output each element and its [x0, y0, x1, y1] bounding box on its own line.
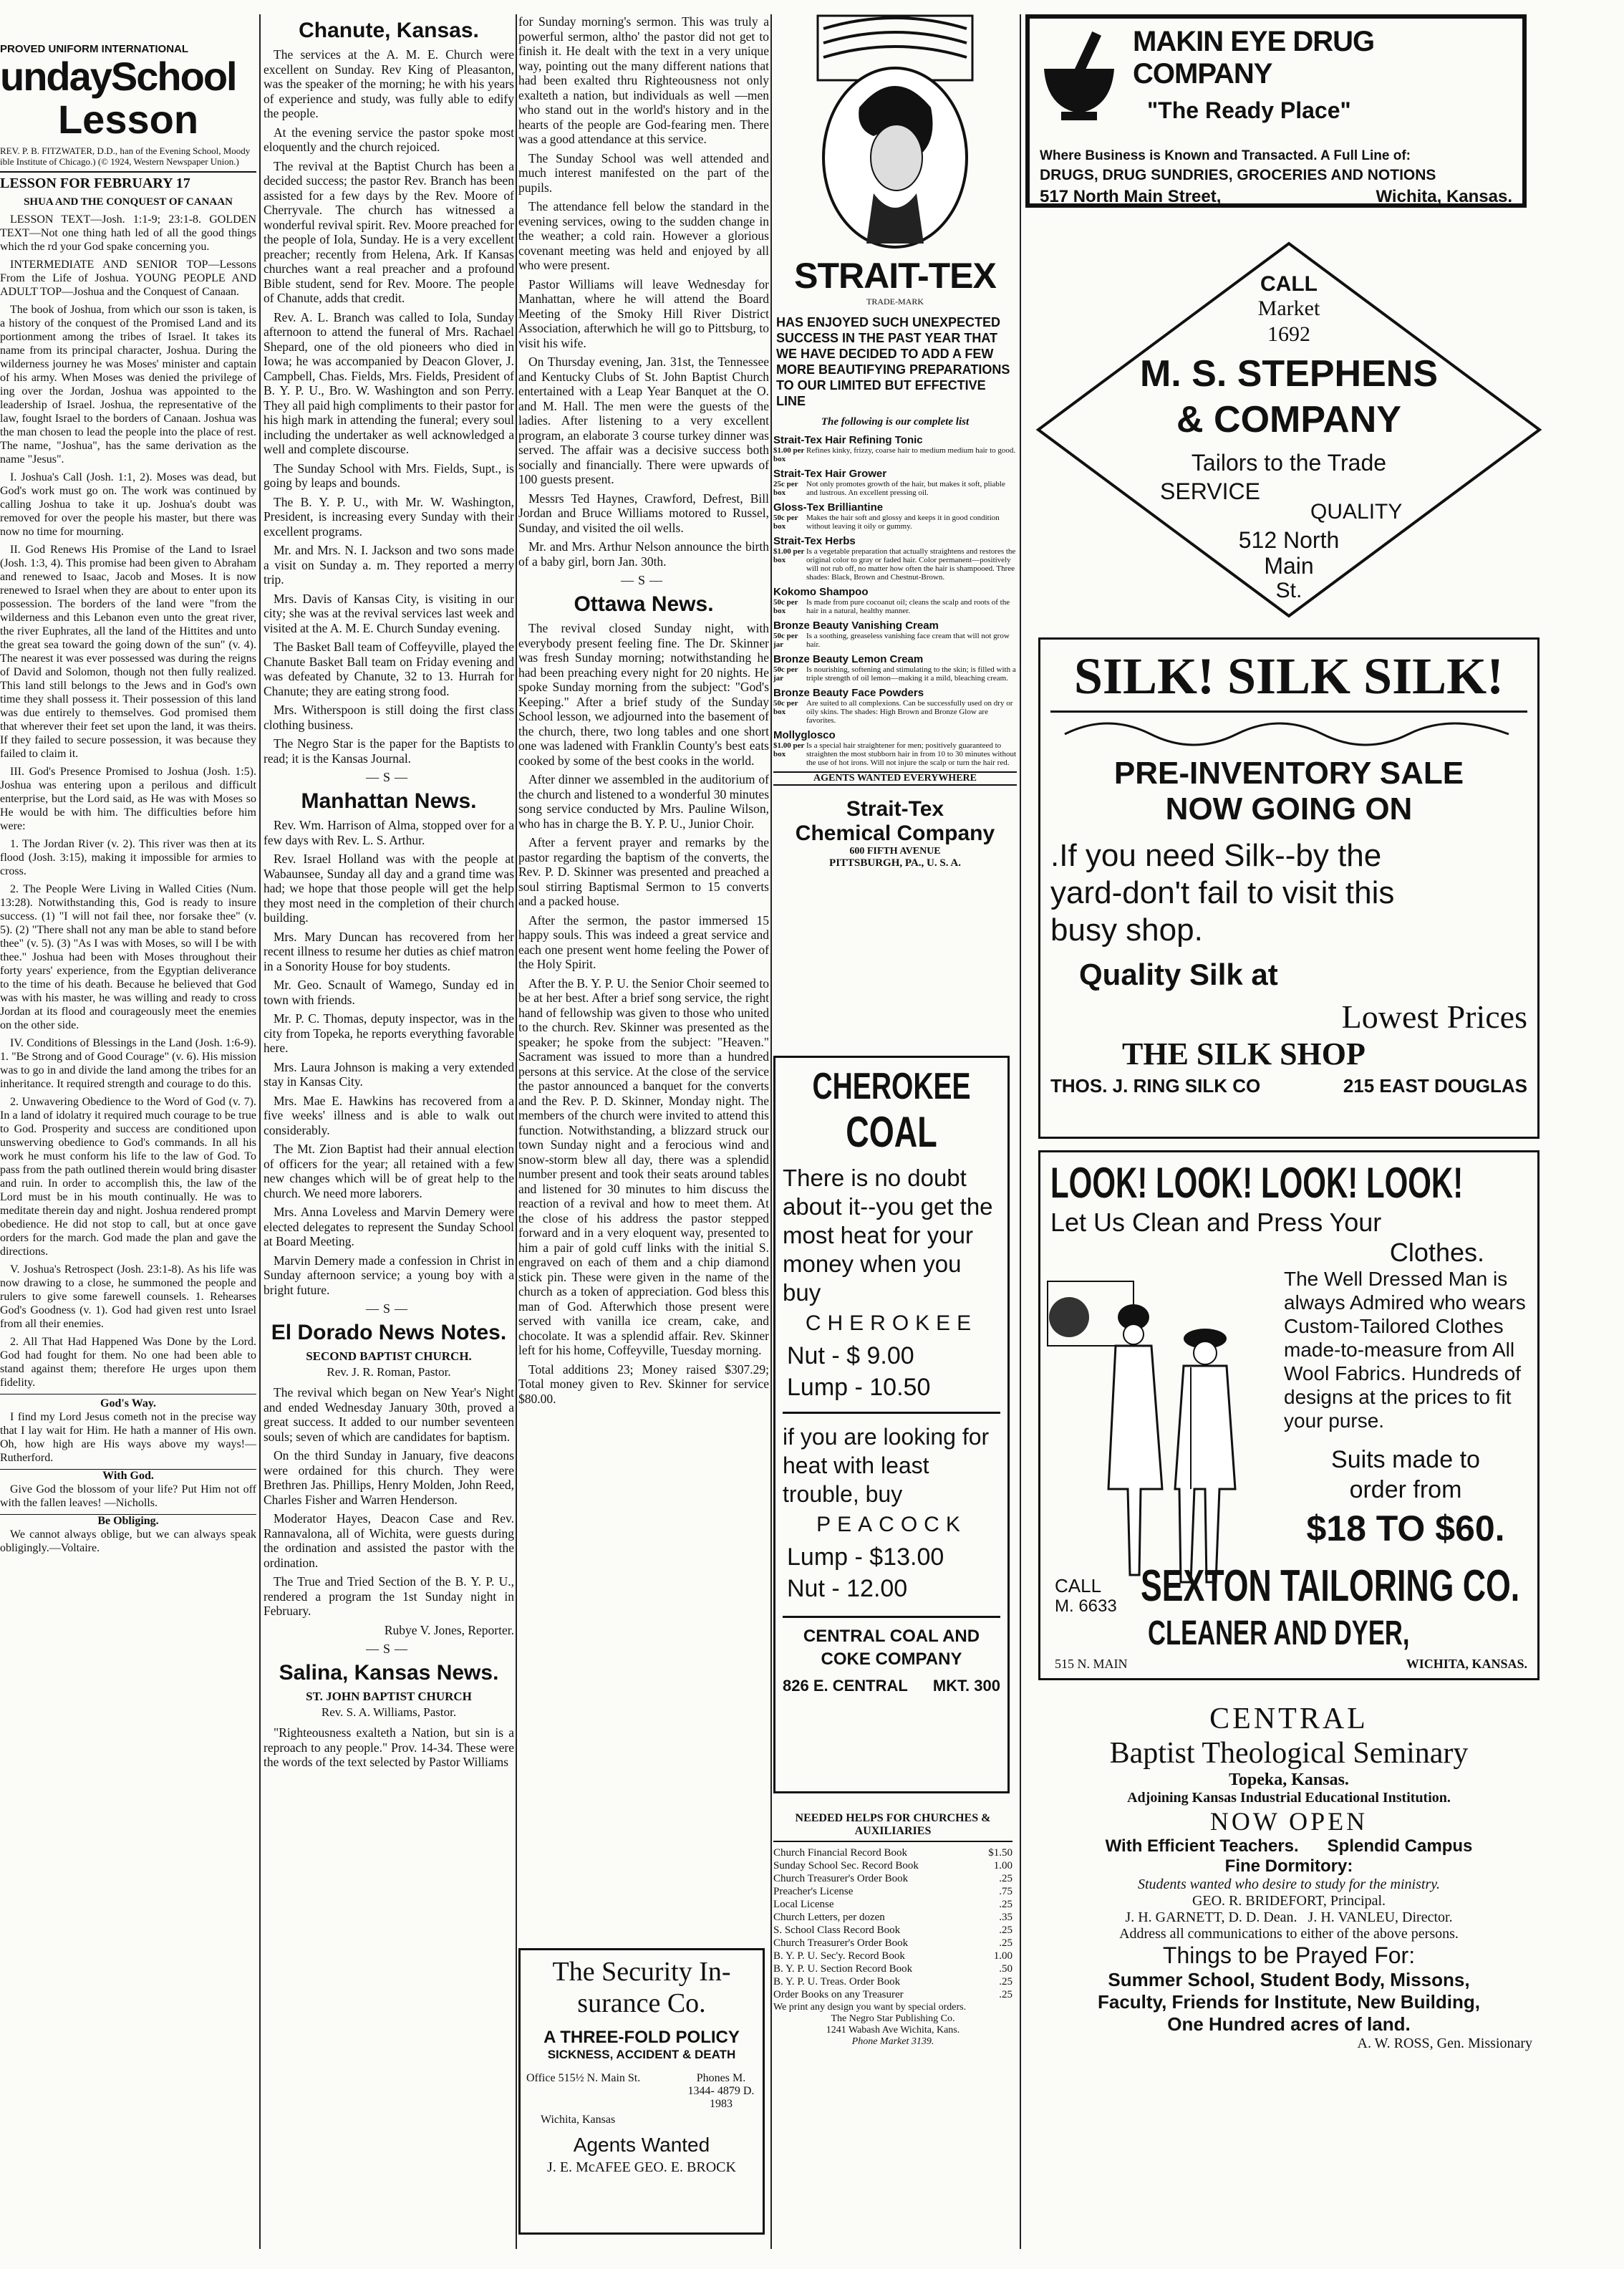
product-name: Bronze Beauty Lemon Cream: [773, 653, 924, 665]
stephens-tailors-ad: [1024, 229, 1554, 630]
product-detail: [773, 665, 1017, 683]
news-paragraph: Messrs Ted Haynes, Crawford, Defrest, Bill Jordan and Bruce Williams motored to Russel, Sunday, and visited the oil wells.: [518, 491, 769, 535]
product-detail: [773, 480, 1017, 497]
list-item: [773, 1988, 1012, 2001]
product-detail: [773, 632, 1017, 649]
security-policy: A THREE-FOLD POLICY: [543, 2028, 740, 2047]
list-item: [773, 1911, 1012, 1924]
salina-headline: Salina, Kansas News.: [279, 1661, 499, 1685]
sexton-tailoring-ad: [1038, 1150, 1540, 1680]
quote-title: God's Way.: [100, 1397, 156, 1410]
cherokee-title-2: COAL: [846, 1108, 937, 1156]
sexton-sub-2: Clothes.: [1389, 1238, 1484, 1267]
stephens-number: 1692: [1267, 322, 1310, 346]
strait-tex-list-head: The following is our complete list: [821, 416, 970, 428]
product-price: $1.00 per box: [773, 741, 805, 758]
silk-footer-row: [1050, 1075, 1527, 1097]
product-price: 50c per box: [773, 699, 798, 716]
quote-text: Give God the blossom of your life? Put Him not off with the fallen leaves! —Nicholls.: [0, 1483, 256, 1509]
lesson-subject: SHUA AND THE CONQUEST OF CANAAN: [24, 196, 233, 208]
product-detail: [773, 598, 1017, 615]
product-price: 25c per box: [773, 480, 798, 497]
lesson-body: [0, 213, 256, 1389]
well-dressed-couple-illustration: [1048, 1274, 1284, 1589]
sexton-address: 515 N. MAIN: [1055, 1657, 1128, 1671]
lesson-byline: REV. P. B. FITZWATER, D.D., han of the Evening School, Moody ible Institute of Chicago.) (© 1924, Western Newspaper Union.): [0, 145, 251, 167]
seminary-teachers: With Efficient Teachers. Splendid Campus: [1105, 1836, 1473, 1856]
news-paragraph: Mrs. Witherspoon is still doing the first class clothing business.: [264, 703, 514, 732]
strait-tex-trademark: TRADE-MARK: [866, 297, 924, 307]
product-detail: [773, 741, 1017, 767]
silk-quality: Quality Silk at: [1079, 958, 1278, 991]
news-paragraph: At the evening service the pastor spoke most eloquently and the church rejoiced.: [264, 125, 514, 154]
seminary-students: Students wanted who desire to study for the ministry.: [1137, 1877, 1441, 1892]
eldorado-headline: El Dorado News Notes.: [271, 1321, 507, 1344]
woman-portrait-illustration: [816, 14, 974, 251]
eldorado-pastor: Rev. J. R. Roman, Pastor.: [327, 1365, 451, 1379]
item-name: B. Y. P. U. Treas. Order Book: [773, 1976, 901, 1988]
ottawa-headline: Ottawa News.: [574, 592, 714, 616]
sexton-title: LOOK! LOOK! LOOK! LOOK!: [1050, 1159, 1464, 1207]
seminary-principal: GEO. R. BRIDEFORT, Principal.: [1192, 1893, 1386, 1909]
cherokee-pitch: There is no doubt about it--you get the most heat for your money when you buy: [783, 1165, 993, 1306]
security-name-2: surance Co.: [577, 1988, 706, 2018]
strait-tex-company-1: Strait-Tex: [846, 797, 944, 821]
silk-sale-2: NOW GOING ON: [1165, 791, 1413, 827]
item-price: .25: [999, 1937, 1012, 1949]
needed-helps-address: 1241 Wabash Ave Wichita, Kans.: [826, 2025, 960, 2036]
item-name: S. School Class Record Book: [773, 1924, 901, 1936]
item-price: .25: [999, 1899, 1012, 1910]
stephens-service: SERVICE: [1160, 478, 1260, 504]
item-price: .75: [999, 1886, 1012, 1897]
product-desc: Is nourishing, softening and stimulating to the skin; is filled with a triple strength of oil lemon—making it a mild, bleaching cream.: [806, 665, 1016, 683]
item-name: Church Letters, per dozen: [773, 1912, 885, 1923]
lesson-paragraph: 2. The People Were Living in Walled Cities (Num. 13:28). Notwithstanding this, God is ready to insure success. (1) "I will not fail thee, nor forsake thee" (v. 5). (2) "There shall not any man be able to stand before thee" (v. 5). (3) "As I was with Moses, so will I be with thee." Joshua had been with Moses throughout their forty years' experience, from the Egyptian deliverance to the time of his death. Because he believed that God was with his master, he was willing and ready to cross Jordan at its flood and courageously meet the enemies on the other side.: [0, 883, 256, 1031]
makin-line-2: DRUGS, DRUG SUNDRIES, GROCERIES AND NOTIONS: [1040, 167, 1436, 183]
product-name: Mollyglosco: [773, 729, 836, 741]
seminary-title-1: CENTRAL: [1209, 1702, 1368, 1735]
makin-address-row: [1040, 187, 1512, 207]
news-paragraph: On Thursday evening, Jan. 31st, the Tennessee and Kentucky Clubs of St. John Baptist Church entertained with a Leap Year Banquet at the O. and M. Hall. The men were the guests of the ladies. After listening to a very excellent program, an elaborate 3 course turkey dinner was served. The affair was a decisive success both socially and financially. There were upwards of 100 guests present.: [518, 355, 769, 486]
item-price: .25: [999, 1976, 1012, 1988]
eldorado-church: SECOND BAPTIST CHURCH.: [306, 1349, 472, 1363]
stephens-address-3: St.: [1275, 579, 1302, 602]
silk-body-2: yard-don't fail to visit this: [1050, 875, 1395, 910]
chanute-headline: Chanute, Kansas.: [299, 19, 479, 42]
lesson-paragraph: 1. The Jordan River (v. 2). This river was then at its flood (Josh. 3:15), making it impossible for armies to cross.: [0, 838, 256, 877]
item-price: 1.00: [993, 1860, 1012, 1871]
sexton-city: WICHITA, KANSAS.: [1406, 1657, 1527, 1671]
quote-text: We cannot always oblige, but we can always speak obligingly.—Voltaire.: [0, 1528, 256, 1554]
item-name: Church Treasurer's Order Book: [773, 1873, 909, 1884]
sexton-sub-1: Let Us Clean and Press Your: [1050, 1208, 1382, 1237]
security-office-row: [526, 2072, 757, 2111]
cherokee-contact-row: [783, 1677, 1000, 1695]
item-name: B. Y. P. U. Sec'y. Record Book: [773, 1950, 905, 1962]
stephens-tailors: Tailors to the Trade: [1191, 450, 1387, 476]
strait-tex-address: 600 FIFTH AVENUE: [849, 846, 941, 857]
column-rule: [516, 14, 517, 2249]
item-name: Local License: [773, 1899, 834, 1910]
strait-tex-company-2: Chemical Company: [795, 822, 995, 845]
strait-tex-city: PITTSBURGH, PA., U. S. A.: [829, 857, 961, 869]
news-paragraph: The Mt. Zion Baptist had their annual election of officers for the year; all retained with a few new changes which will be of great help to the church. We need more laborers.: [264, 1142, 514, 1200]
product-name: Strait-Tex Hair Refining Tonic: [773, 434, 923, 446]
product-name: Bronze Beauty Vanishing Cream: [773, 620, 939, 632]
ads-column-5: [1024, 14, 1611, 2052]
lesson-paragraph: IV. Conditions of Blessings in the Land (Josh. 1:6-9). 1. "Be Strong and of Good Courage" (v. 6). His mission was to go in and divide the land among the tribes for an inheritance. It required strength and courage to do this.: [0, 1037, 256, 1090]
peacock-brand: PEACOCK: [816, 1513, 967, 1536]
product-detail: [773, 699, 1017, 725]
ads-column-4: [773, 14, 1017, 2048]
cherokee-lump-price: Lump - 10.50: [787, 1374, 931, 1401]
news-paragraph: The attendance fell below the standard in the evening services, owing to the sudden change in the weather; a cold rain. However a glorious covenant meeting was held and enjoyed by all who were present.: [518, 199, 769, 272]
seminary-pray: Things to be Prayed For:: [1162, 1942, 1416, 1968]
section-divider: —S—: [365, 1642, 412, 1656]
quote-box: [0, 1394, 256, 1555]
section-divider: —S—: [620, 573, 667, 587]
product-price: 50c per jar: [773, 632, 798, 649]
cherokee-pitch-2: if you are looking for heat with least trouble, buy: [783, 1412, 1000, 1508]
news-paragraph: The revival which began on New Year's Night and ended Wednesday January 30th, proved a great success. It added to our number seventeen souls; seven of which are candidates for baptism.: [264, 1385, 514, 1444]
quote-title: With God.: [0, 1469, 256, 1483]
quote-title: Be Obliging.: [0, 1514, 256, 1528]
silk-low: Lowest Prices: [1341, 998, 1527, 1035]
lesson-paragraph: LESSON TEXT—Josh. 1:1-9; 23:1-8. GOLDEN TEXT—Not one thing hath led of all the good things which the rd your God spake concerning you.: [0, 213, 256, 253]
product-item: [773, 586, 1017, 615]
product-item: [773, 535, 1017, 582]
makin-name: MAKIN EYE DRUG COMPANY: [1133, 26, 1375, 90]
section-divider: —S—: [365, 1301, 412, 1316]
makin-eye-drug-ad: [1025, 14, 1527, 208]
strait-tex-products: [773, 434, 1017, 767]
product-item: [773, 468, 1017, 497]
product-name: Kokomo Shampoo: [773, 586, 869, 598]
security-phones: Phones M. 1344- 4879 D. 1983: [687, 2072, 755, 2110]
item-name: Preacher's License: [773, 1886, 854, 1897]
list-item: [773, 1872, 1012, 1885]
news-paragraph: The Sunday School was well attended and much interest manifested on the part of the pupils.: [518, 150, 769, 195]
silk-body-1: .If you need Silk--by the: [1050, 838, 1382, 873]
item-price: .25: [999, 1873, 1012, 1884]
cherokee-nut-price: Nut - $ 9.00: [787, 1342, 914, 1369]
item-name: Order Books on any Treasurer: [773, 1989, 904, 2000]
product-name: Bronze Beauty Face Powders: [773, 687, 924, 699]
item-price: .50: [999, 1963, 1012, 1975]
makin-city: Wichita, Kansas.: [1376, 187, 1512, 206]
lesson-paragraph: 2. Unwavering Obedience to the Word of God (v. 7). In a land of idolatry it required much courage to be true to God. Prosperity and success are conditioned upon unswerving obedience to God's commands. In all his work he must conform his life to the law of God. To pass from the path outlined therein would bring disaster and ruin. In order to accomplish this, the law of the Lord must be in his mouth continually. He was to meditate therein day and night. Joshua rendered prompt obedience. He did not stop to call, but at once gave orders for the march. God made the plan and gave the directions.: [0, 1096, 256, 1258]
list-item: [773, 1937, 1012, 1950]
security-kinds: SICKNESS, ACCIDENT & DEATH: [547, 2048, 736, 2061]
product-price: 50c per box: [773, 514, 798, 531]
silk-sale-1: PRE-INVENTORY SALE: [1113, 756, 1464, 791]
item-price: .25: [999, 1924, 1012, 1936]
seminary-prayer-2: Faculty, Friends for Institute, New Building,: [1098, 1991, 1480, 2013]
needed-helps-list: [773, 1846, 1012, 2001]
item-name: B. Y. P. U. Section Record Book: [773, 1963, 913, 1975]
list-item: [773, 1950, 1012, 1962]
product-desc: Makes the hair soft and glossy and keeps it in good condition without leaving it oily or gummy.: [806, 514, 1000, 531]
sexton-suits-1: Suits made to: [1331, 1446, 1480, 1473]
makin-tagline: "The Ready Place": [1147, 97, 1351, 123]
product-desc: Is made from pure cocoanut oil; cleans the scalp and roots of the hair in a natural, healthy manner.: [806, 598, 1010, 615]
seminary-dorm: Fine Dormitory:: [1224, 1856, 1353, 1876]
salina-church: ST. JOHN BAPTIST CHURCH: [306, 1690, 472, 1703]
news-paragraph: After dinner we assembled in the auditorium of the church and listened to a wonderful 30 minutes song service conducted by Mrs. Pauline Wilson, who has in charge the B. Y. P. U., Junior Choir.: [518, 772, 769, 831]
silk-shop-ad: [1038, 637, 1540, 1139]
lesson-title: undaySchool: [0, 54, 236, 99]
sunday-school-column: [0, 43, 256, 1559]
item-price: $1.50: [988, 1847, 1012, 1859]
manhattan-headline: Manhattan News.: [301, 789, 477, 813]
item-price: 1.00: [993, 1950, 1012, 1962]
news-paragraph: Moderator Hayes, Deacon Case and Rev. Rannavalona, all of Wichita, were guests during the ordination and assisted the pastor with the ordination.: [264, 1511, 514, 1570]
product-name: Gloss-Tex Brilliantine: [773, 501, 884, 514]
news-paragraph: Total additions 23; Money raised $307.29; Total money given to Rev. Skinner for service $80.00.: [518, 1362, 769, 1406]
security-agents: Agents Wanted: [573, 2134, 710, 2156]
seminary-prayer-3: One Hundred acres of land.: [1167, 2013, 1411, 2035]
seminary-ross: A. W. ROSS, Gen. Missionary: [1357, 2036, 1532, 2051]
news-paragraph: Rev. Wm. Harrison of Alma, stopped over for a few days with Rev. L. S. Arthur.: [264, 818, 514, 847]
lesson-paragraph: I. Joshua's Call (Josh. 1:1, 2). Moses was dead, but God's work must go on. The work was continued by calling Joshua to take it up. Joshua's doubt was removed for over the people his master, but there was now no time for mourning.: [0, 471, 256, 538]
product-desc: Is a vegetable preparation that actually straightens and restores the original color to gray or faded hair. Color permanent—positively will not rub off, no matter how often the hair is shampooed. Three shades: Black, Brown and Chestnut-Brown.: [806, 547, 1016, 582]
makin-line-1: Where Business is Known and Transacted. A Full Line of:: [1040, 148, 1411, 163]
sexton-phone: M. 6633: [1055, 1596, 1117, 1616]
news-paragraph: The revival closed Sunday night, with everybody present feeling fine. The Dr. Skinner was fresh Sunday morning; notwithstanding he had been preaching every night for 20 nights. He spoke Sunday morning from the subject: "God's Keeping." After a brief study of the Sunday School lesson, we adjourned into the basement of the church, there, two long tables and one short one was ladened with Franklin County's best eats cooked by some of the best cooks in the world.: [518, 621, 769, 768]
news-paragraph: The services at the A. M. E. Church were excellent on Sunday. Rev King of Pleasanton, was the speaker of the morning; he with his years of experience and study, was fully able to edify the people.: [264, 47, 514, 120]
item-price: .25: [999, 1989, 1012, 2000]
news-paragraph: The Basket Ball team of Coffeyville, played the Chanute Basket Ball team on Friday evening and was defeated by Chanute, 32 to 13. Hurrah for Chanute; they are eating strong food.: [264, 640, 514, 698]
cherokee-phone: MKT. 300: [932, 1677, 1000, 1695]
silk-owner: THOS. J. RING SILK CO: [1050, 1075, 1261, 1097]
lesson-paragraph: INTERMEDIATE AND SENIOR TOP—Lessons From the Life of Joshua. YOUNG PEOPLE AND ADULT TOP—Joshua and the Conquest of Canaan.: [0, 259, 256, 298]
news-paragraph: Mrs. Davis of Kansas City, is visiting in our city; she was at the revival services last week and visited at the A. M. E. Church Sunday evening.: [264, 591, 514, 635]
product-price: 50c per jar: [773, 665, 798, 683]
quote-text: I find my Lord Jesus cometh not in the precise way that I lay wait for Him. He hath a manner of His own. Oh, how high are His ways above my ways!—Rutherford.: [0, 1411, 256, 1464]
lesson-paragraph: II. God Renews His Promise of the Land to Israel (Josh. 1:3, 4). This promise had been given to Abraham and renewed to Isaac, Jacob and Moses. It is now renewed to Israel when they are about to enter upon its possession. The borders of the land were "from the wilderness and this Lebanon even unto the great river, the river Euphrates, all the land of the Hittites and unto the great sea toward the going down of the sun" (v. 4). The nearest it was ever possessed was during the reigns of David and Solomon, though not then fully realized. This land still belongs to the Jews and in God's own time they shall possess it. Their possession of this land was due entirely to themselves. God promised them that wherever their feet set upon the land, it was theirs. If they failed to secure possession, it was because they failed to claim it.: [0, 544, 256, 760]
seminary-city: Topeka, Kansas.: [1229, 1771, 1349, 1789]
news-column-3: [518, 14, 769, 2175]
silk-squiggle-divider: [1050, 713, 1527, 756]
news-paragraph: for Sunday morning's sermon. This was truly a powerful sermon, altho' the pastor did not get to finish it. He dealt with the text in a very unique way, pointing out the many different nations that had been exalted thru Righteousness not only exalteth a nation, but individuals as well —men who stand out in the world's history and in the hearts of the people are God-fearing men. There was a good attendance at this service.: [518, 14, 769, 146]
news-paragraph: After a fervent prayer and remarks by the pastor regarding the baptism of the converts, the Rev. P. D. Skinner was presented and preached a soul stirring Baptismal Sermon to 15 converts and a packed house.: [518, 835, 769, 908]
news-paragraph: The revival at the Baptist Church has been a decided success; the pastor Rev. Branch has been assisted for a few days by the Rev. Moore of Cherryvale. The church has witnessed a wonderful revival spirit. Rev. Moore preached for the people of Iola, Sunday. He is a very excellent preacher; recently from Helena, Ark. If Kansas churches want a real preacher and a profound Bible student, send for Rev. Moore. The people of Chanute, adds that credit.: [264, 158, 514, 305]
sexton-name: SEXTON TAILORING CO.: [1141, 1561, 1520, 1611]
silk-shop-name: THE SILK SHOP: [1122, 1036, 1366, 1071]
product-item: [773, 501, 1017, 531]
product-name: Strait-Tex Herbs: [773, 535, 856, 547]
product-price: 50c per box: [773, 598, 798, 615]
news-paragraph: Rev. A. L. Branch was called to Iola, Sunday afternoon to attend the funeral of Mrs. Rachael Shepard, one of the old pioneers who died in Iowa; he was accompanied by Deacon Glover, J. Campbell, Chas. Fields, Mrs. Fields, President of B. Y. P. U., Bro. W. Washington and son Perry. They all paid high compliments to their pastor for his high mark in attending the funeral; every soul including the undertaker as well acknowledged a well and complete discourse.: [264, 309, 514, 456]
needed-helps-ad: [773, 1812, 1012, 2048]
item-name: Sunday School Sec. Record Book: [773, 1860, 919, 1871]
stephens-name-1: M. S. STEPHENS: [1139, 353, 1439, 395]
strait-tex-pitch: HAS ENJOYED SUCH UNEXPECTED SUCCESS IN THE PAST YEAR THAT WE HAVE DECIDED TO ADD A FEW MORE BEAUTIFYING PREPARATIONS TO OUR LIMITED BUT EFFECTIVE LINE: [776, 315, 1010, 408]
stephens-quality: QUALITY: [1310, 500, 1403, 524]
news-paragraph: Mrs. Anna Loveless and Marvin Demery were elected delegates to represent the Sunday School at Board Meeting.: [264, 1205, 514, 1248]
security-names: J. E. McAFEE GEO. E. BROCK: [547, 2159, 736, 2175]
news-paragraph: The Negro Star is the paper for the Baptists to read; it is the Kansas Journal.: [264, 736, 514, 766]
news-paragraph: Rubye V. Jones, Reporter.: [384, 1622, 514, 1637]
needed-helps-publisher: The Negro Star Publishing Co.: [831, 2013, 955, 2024]
news-paragraph: On the third Sunday in January, five deacons were ordained for this church. They were Brethren Jas. Phillips, Henry Molden, John Reed, Charles Fisher and Warren Henderson.: [264, 1448, 514, 1507]
cherokee-company: CENTRAL COAL AND COKE COMPANY: [783, 1616, 1000, 1671]
news-paragraph: Mr. and Mrs. Arthur Nelson announce the birth of a baby girl, born Jan. 30th.: [518, 539, 769, 569]
lesson-paragraph: 2. All That Had Happened Was Done by the Lord. God had fought for them. No one had been able to stand against them; therefore He urges upon them fidelity.: [0, 1336, 256, 1389]
seminary-prayer-1: Summer School, Student Body, Missons,: [1108, 1969, 1470, 1990]
section-divider: —S—: [365, 770, 412, 784]
product-name: Strait-Tex Hair Grower: [773, 468, 887, 480]
news-paragraph: The True and Tried Section of the B. Y. P. U., rendered a program the 1st Sunday night in February.: [264, 1574, 514, 1618]
lesson-kicker: PROVED UNIFORM INTERNATIONAL: [0, 43, 189, 55]
news-paragraph: Pastor Williams will leave Wednesday for Manhattan, where he will attend the Board Meeting of the Smoky Hill River District Association, afterwhich he will go to Pittsburg, to visit his wife.: [518, 276, 769, 350]
strait-tex-ad: [773, 14, 1017, 1039]
sexton-call: CALL: [1055, 1575, 1102, 1596]
list-item: [773, 1924, 1012, 1937]
security-city: Wichita, Kansas: [541, 2114, 616, 2126]
cherokee-coal-ad: [773, 1056, 1010, 1793]
silk-body-3: busy shop.: [1050, 912, 1203, 948]
news-paragraph: The B. Y. P. U., with Mr. W. Washington, President, is increasing every Sunday with their excellent programs.: [264, 494, 514, 539]
sexton-price: $18 TO $60.: [1306, 1508, 1505, 1548]
product-desc: Is a soothing, greaseless vanishing face cream that will not grow hair.: [806, 632, 1010, 649]
seminary-ad: [1031, 1702, 1547, 2052]
seminary-adjoining: Adjoining Kansas Industrial Educational Institution.: [1127, 1790, 1451, 1806]
security-insurance-ad: [518, 1948, 765, 2235]
product-desc: Refines kinky, frizzy, coarse hair to medium medium hair to good.: [806, 446, 1016, 455]
column-rule: [770, 14, 772, 2249]
sexton-body: The Well Dressed Man is always Admired who wears Custom-Tailored Clothes made-to-measure from All Wool Fabrics. Hundreds of designs at the prices to fit your purse.: [1284, 1268, 1526, 1432]
product-price: $1.00 per box: [773, 446, 805, 463]
mortar-pestle-icon: [1040, 29, 1118, 122]
item-name: Church Treasurer's Order Book: [773, 1937, 909, 1949]
product-item: [773, 653, 1017, 683]
product-detail: [773, 547, 1017, 582]
stephens-address-2: Main: [1264, 553, 1314, 579]
news-paragraph: Marvin Demery made a confession in Christ in Sunday afternoon service; a young boy with a bright future.: [264, 1253, 514, 1297]
strait-tex-brand: STRAIT-TEX: [794, 256, 996, 296]
product-item: [773, 620, 1017, 649]
list-item: [773, 1975, 1012, 1988]
security-office: Office 515½ N. Main St.: [526, 2072, 641, 2084]
news-paragraph: After the B. Y. P. U. the Senior Choir seemed to be at her best. After a brief song service, the right hand of fellowship was given to those who united to the church. Rev. Skinner was presented as the speaker; he spoke from the subject: "Heaven." Sacrament was issued to more than a hundred persons at this service. At the close of the service the pastor announced a banquet for the converts and the Rev. P. D. Skinner, Monday night. The members of the church were invited to attend this function. Notwithstanding, a blizzard struck our town Sunday night and a ferocious wind and snow-storm blew all day, there was a splendid number present and took their seats around tables and listened for 30 minutes to him discuss the reaction of a revival and how to meet them. At the close of his address the pastor stepped forward and in a very eloquent way, presented to him a pair of gold cuff links with the initial S. engraved on each of them and a chip diamond stick pin. These were given in the name of the church as a token of appreciation. God bless this man of God. Afterwhich those present were served with vanilla ice cream, cake, and chocolate. It was a splendid affair. Rev. Skinner left for his home, Coffeyville, Tuesday morning.: [518, 975, 769, 1357]
product-desc: Are suited to all complexions. Can be successfully used on dry or oily skins. The shades: High Brown and Bronze Glow are favorites.: [806, 699, 1013, 725]
news-column-2: [264, 14, 514, 1774]
peacock-lump-price: Lump - $13.00: [787, 1543, 944, 1571]
seminary-title-2: Baptist Theological Seminary: [1109, 1737, 1469, 1770]
strait-tex-agents: AGENTS WANTED EVERYWHERE: [773, 771, 1017, 786]
seminary-dean: J. H. GARNETT, D. D. Dean. J. H. VANLEU, Director.: [1125, 1909, 1453, 1925]
seminary-address: Address all communications to either of the above persons.: [1119, 1926, 1459, 1942]
lesson-date: LESSON FOR FEBRUARY 17: [0, 171, 256, 192]
sexton-cleaner: CLEANER AND DYER,: [1148, 1614, 1410, 1652]
product-detail: [773, 446, 1017, 463]
lesson-paragraph: V. Joshua's Retrospect (Josh. 23:1-8). As his life was now drawing to a close, he summoned the people and rulers to give some farewell counsels. 1. Rehearses God's Goodness (v. 1). God had given rest unto Israel from all their enemies.: [0, 1263, 256, 1330]
needed-helps-note: We print any design you want by special orders.: [773, 2002, 967, 2013]
news-paragraph: After the sermon, the pastor immersed 15 happy souls. This was indeed a great service and each one present went home feeling the Power of the Holy Spirit.: [518, 912, 769, 971]
list-item: [773, 1885, 1012, 1898]
list-item: [773, 1846, 1012, 1859]
stephens-market: Market: [1257, 297, 1320, 320]
silk-title: SILK! SILK SILK!: [1050, 647, 1527, 713]
news-paragraph: Mrs. Mae E. Hawkins has recovered from a five weeks' illness and is able to walk out considerably.: [264, 1093, 514, 1137]
makin-address: 517 North Main Street,: [1040, 187, 1222, 206]
product-detail: [773, 514, 1017, 531]
silk-address: 215 EAST DOUGLAS: [1343, 1075, 1527, 1097]
column-rule: [259, 14, 261, 2249]
stephens-call: CALL: [1260, 272, 1318, 296]
lesson-title-2: Lesson: [57, 97, 199, 142]
news-paragraph: Mr. Geo. Scnault of Wamego, Sunday ed in town with friends.: [264, 978, 514, 1007]
product-desc: Not only promotes growth of the hair, but makes it soft, pliable and lustrous. An excellent pressing oil.: [806, 480, 1005, 497]
list-item: [773, 1859, 1012, 1872]
column-rule: [1020, 14, 1021, 2249]
lesson-paragraph: The book of Joshua, from which our sson is taken, is a history of the conquest of the Promised Land and its portionment among the tribes of Israel. It takes its name from its principal character, Joshua. During the wilderness journey he was Moses' minister and captain of his army. When Moses was denied the privilege of ing over the Jordan, Joshua was appointed to the leadership of Israel. Joshua, the representative of the law, fought Israel to the borders of Canaan. Joshua was the man chosen to lead the people into the place of rest. The name, "Joshua", has the same derivation as the name "Jesus".: [0, 304, 256, 466]
list-item: [773, 1962, 1012, 1975]
salina-pastor: Rev. S. A. Williams, Pastor.: [321, 1705, 457, 1719]
product-item: [773, 687, 1017, 725]
news-paragraph: The Sunday School with Mrs. Fields, Supt., is going by leaps and bounds.: [264, 461, 514, 490]
item-name: Church Financial Record Book: [773, 1847, 908, 1859]
security-name-1: The Security In-: [552, 1957, 731, 1987]
news-paragraph: Rev. Israel Holland was with the people at Wabaunsee, Sunday all day and a grand time was had; we hope that those people will get the help they most need in the completion of their church building.: [264, 852, 514, 925]
news-paragraph: "Righteousness exalteth a Nation, but sin is a reproach to any people." Prov. 14-34. These were the words of the text selected by Pastor Williams: [264, 1725, 514, 1769]
cherokee-address: 826 E. CENTRAL: [783, 1677, 908, 1695]
peacock-nut-price: Nut - 12.00: [787, 1575, 908, 1602]
sexton-suits-2: order from: [1349, 1476, 1462, 1503]
list-item: [773, 1898, 1012, 1911]
news-paragraph: Mrs. Mary Duncan has recovered from her recent illness to resume her duties as chief matron in a Sonority House for boy students.: [264, 929, 514, 973]
product-item: [773, 434, 1017, 463]
cherokee-brand: CHEROKEE: [805, 1311, 978, 1335]
product-desc: Is a special hair straightener for men; positively guaranteed to straighten the most stubborn hair in from 10 to 30 minutes without the use of hot irons. Will not injure the scalp or turn the hair red.: [806, 741, 1016, 767]
item-price: .35: [999, 1912, 1012, 1923]
product-item: [773, 729, 1017, 767]
news-paragraph: Mr. P. C. Thomas, deputy inspector, was in the city from Topeka, he reports everything favorable here.: [264, 1011, 514, 1055]
cherokee-title-1: CHEROKEE: [812, 1066, 971, 1107]
stephens-name-2: & COMPANY: [1176, 399, 1401, 440]
lesson-paragraph: III. God's Presence Promised to Joshua (Josh. 1:5). Joshua was entering upon a perilous and difficult enterprise, but the Lord said, as He was with Moses so He would be with him. The difficulties before him were:: [0, 766, 256, 832]
needed-helps-phone: Phone Market 3139.: [851, 2036, 934, 2047]
needed-helps-title: NEEDED HELPS FOR CHURCHES & AUXILIARIES: [773, 1812, 1012, 1842]
news-paragraph: Mr. and Mrs. N. I. Jackson and two sons made a visit on Sunday a. m. They reported a merry trip.: [264, 543, 514, 587]
product-price: $1.00 per box: [773, 547, 805, 564]
seminary-open: NOW OPEN: [1209, 1807, 1368, 1836]
stephens-address-1: 512 North: [1238, 527, 1340, 553]
news-paragraph: Mrs. Laura Johnson is making a very extended stay in Kansas City.: [264, 1059, 514, 1089]
